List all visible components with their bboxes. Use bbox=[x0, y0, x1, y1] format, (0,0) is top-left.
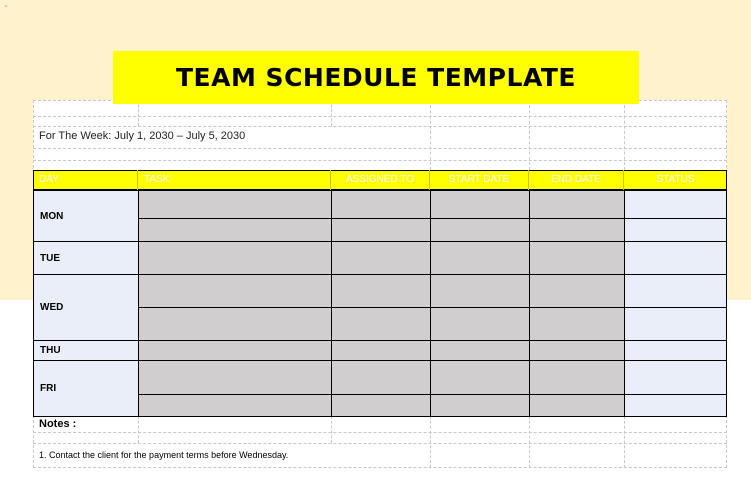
start-date-cell[interactable] bbox=[430, 274, 530, 308]
assigned-cell[interactable] bbox=[331, 274, 431, 308]
title-banner bbox=[113, 51, 639, 104]
task-cell[interactable] bbox=[138, 218, 332, 242]
start-date-cell[interactable] bbox=[430, 241, 530, 275]
end-date-cell[interactable] bbox=[529, 190, 625, 219]
header-status: STATUS bbox=[656, 174, 695, 185]
end-date-cell[interactable] bbox=[529, 218, 625, 242]
status-cell[interactable] bbox=[624, 241, 727, 275]
grid-line bbox=[529, 100, 530, 170]
status-cell[interactable] bbox=[624, 218, 727, 242]
assigned-cell[interactable] bbox=[331, 394, 431, 417]
end-date-cell[interactable] bbox=[529, 241, 625, 275]
grid-line bbox=[138, 416, 139, 443]
task-cell[interactable] bbox=[138, 241, 332, 275]
assigned-cell[interactable] bbox=[331, 190, 431, 219]
grid-line bbox=[331, 416, 332, 443]
status-cell[interactable] bbox=[624, 190, 727, 219]
note-item: 1. Contact the client for the payment terms before Wednesday. bbox=[39, 450, 289, 460]
task-cell[interactable] bbox=[138, 340, 332, 361]
header-end-date: END DATE bbox=[529, 170, 624, 190]
task-cell[interactable] bbox=[138, 394, 332, 417]
grid-line bbox=[430, 100, 431, 170]
day-label: TUE bbox=[40, 252, 60, 264]
day-cell-tue bbox=[33, 241, 139, 275]
task-cell[interactable] bbox=[138, 274, 332, 308]
end-date-cell[interactable] bbox=[529, 307, 625, 341]
assigned-cell[interactable] bbox=[331, 307, 431, 341]
status-cell[interactable] bbox=[624, 394, 727, 417]
grid-line bbox=[33, 443, 727, 444]
page-title: TEAM SCHEDULE TEMPLATE bbox=[176, 63, 576, 92]
status-cell[interactable] bbox=[624, 274, 727, 308]
start-date-cell[interactable] bbox=[430, 394, 530, 417]
status-cell[interactable] bbox=[624, 340, 727, 361]
end-date-cell[interactable] bbox=[529, 274, 625, 308]
grid-line bbox=[529, 416, 530, 468]
header-assigned-to: ASSIGNED TO bbox=[331, 170, 430, 190]
grid-line bbox=[33, 148, 727, 149]
day-cell-wed bbox=[33, 274, 139, 341]
grid-line bbox=[624, 416, 625, 468]
day-label: FRI bbox=[40, 383, 57, 394]
end-date-cell[interactable] bbox=[529, 340, 625, 361]
day-label: WED bbox=[40, 302, 64, 313]
grid-line bbox=[33, 160, 727, 161]
day-cell-thu bbox=[33, 340, 139, 361]
header-day: DAY bbox=[33, 170, 138, 190]
start-date-cell[interactable] bbox=[430, 340, 530, 361]
day-label: THU bbox=[40, 345, 61, 356]
day-label: MON bbox=[40, 210, 64, 222]
day-cell-fri bbox=[33, 360, 139, 417]
task-cell[interactable] bbox=[138, 307, 332, 341]
start-date-cell[interactable] bbox=[430, 190, 530, 219]
grid-line bbox=[430, 416, 431, 468]
assigned-cell[interactable] bbox=[331, 360, 431, 395]
corner-marker-icon: ⌄ bbox=[3, 1, 9, 9]
notes-label: Notes : bbox=[39, 418, 77, 430]
header-start-date: START DATE bbox=[430, 170, 529, 190]
start-date-cell[interactable] bbox=[430, 307, 530, 341]
week-range-label: For The Week: July 1, 2030 – July 5, 2030 bbox=[39, 130, 246, 142]
grid-line bbox=[33, 126, 727, 127]
end-date-cell[interactable] bbox=[529, 394, 625, 417]
assigned-cell[interactable] bbox=[331, 218, 431, 242]
assigned-cell[interactable] bbox=[331, 241, 431, 275]
status-cell[interactable] bbox=[624, 307, 727, 341]
day-cell-mon bbox=[33, 190, 139, 242]
assigned-cell[interactable] bbox=[331, 340, 431, 361]
task-cell[interactable] bbox=[138, 360, 332, 395]
grid-line bbox=[624, 100, 625, 170]
header-task: TASK bbox=[138, 170, 331, 190]
start-date-cell[interactable] bbox=[430, 218, 530, 242]
end-date-cell[interactable] bbox=[529, 360, 625, 395]
task-cell[interactable] bbox=[138, 190, 332, 219]
start-date-cell[interactable] bbox=[430, 360, 530, 395]
status-cell[interactable] bbox=[624, 360, 727, 395]
grid-line bbox=[33, 467, 727, 468]
